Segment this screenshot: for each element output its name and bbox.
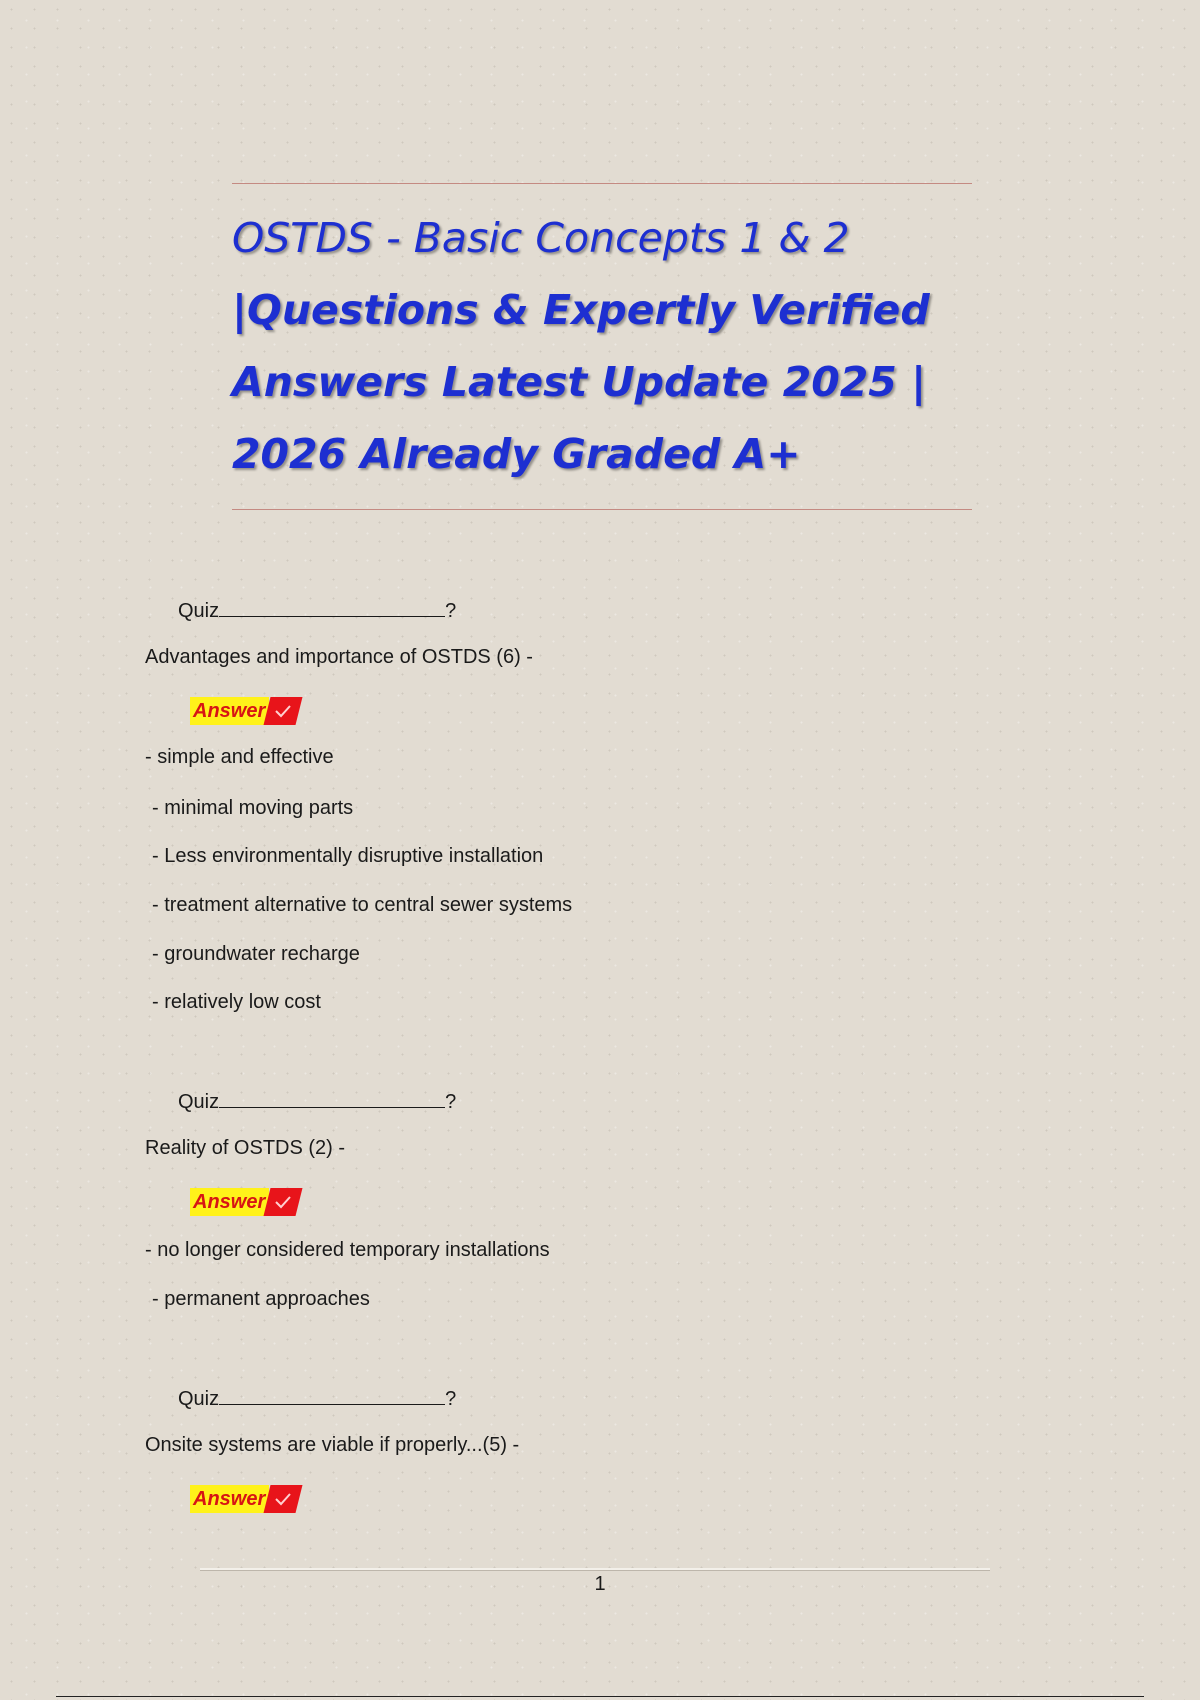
answer-badge-1 [190,696,299,726]
answer-item: - no longer considered temporary installations [145,1239,550,1261]
quiz-label: Quiz [178,600,220,622]
quiz-blank [219,1386,445,1405]
answer-badge-2 [190,1187,299,1217]
quiz-label: Quiz [178,1091,220,1113]
question-2: Reality of OSTDS (2) - [145,1137,346,1159]
quiz-prompt-2 [178,1089,456,1114]
answer-item: - minimal moving parts [152,797,354,819]
quiz-suffix: ? [445,600,457,622]
quiz-suffix: ? [445,1091,457,1113]
quiz-suffix: ? [445,1388,457,1410]
answer-item: - simple and effective [145,746,334,768]
question-3: Onsite systems are viable if properly...(5) - [145,1434,520,1456]
footer-rule [200,1568,990,1570]
title-line-1: OSTDS - Basic Concepts 1 & 2 [232,214,850,262]
title-line-3: Answers Latest Update 2025 | [232,358,927,406]
page-bottom-rule [56,1696,1144,1697]
title-line-4: 2026 Already Graded A+ [232,430,801,478]
answer-item: - treatment alternative to central sewer systems [152,894,573,916]
title-line-2: |Questions & Expertly Verified [232,286,930,334]
quiz-prompt-3 [178,1386,456,1411]
title-bottom-rule [232,509,972,510]
answer-label: Answer [190,1485,269,1513]
quiz-label: Quiz [178,1388,220,1410]
document-title [232,202,972,490]
answer-item: - relatively low cost [152,991,321,1013]
quiz-prompt-1 [178,598,456,623]
question-1: Advantages and importance of OSTDS (6) - [145,646,533,668]
answer-item: - Less environmentally disruptive installation [152,845,544,867]
quiz-blank [219,598,445,617]
answer-item: - permanent approaches [152,1288,370,1310]
answer-label: Answer [190,697,269,725]
page-number: 1 [594,1573,606,1595]
answer-item: - groundwater recharge [152,943,360,965]
checkmark-icon [264,697,303,725]
checkmark-icon [264,1485,303,1513]
title-top-rule [232,183,972,184]
answer-badge-3 [190,1484,299,1514]
quiz-blank [219,1089,445,1108]
answer-label: Answer [190,1188,269,1216]
checkmark-icon [264,1188,303,1216]
